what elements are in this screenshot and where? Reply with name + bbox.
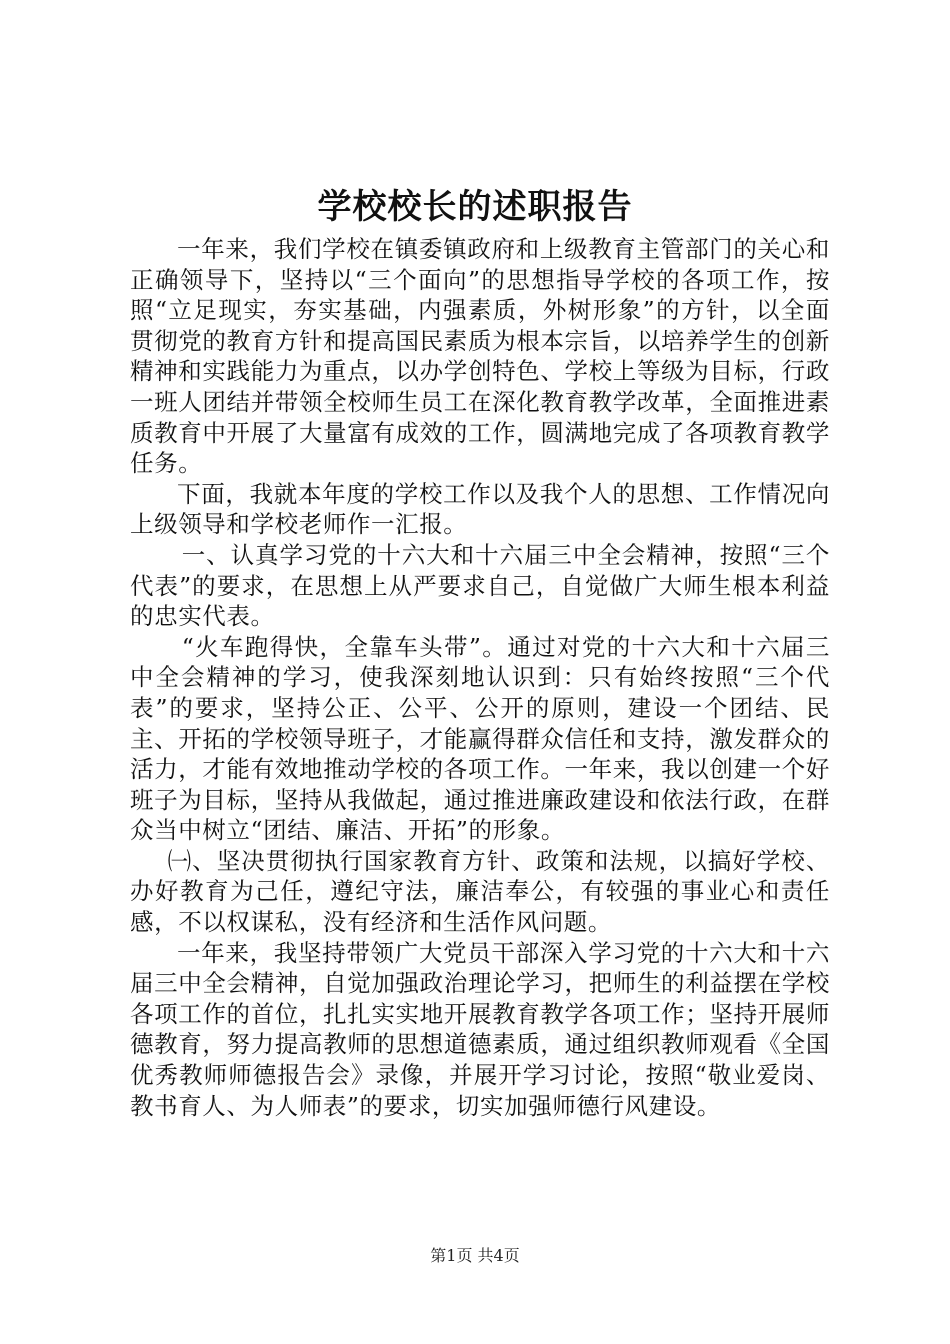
page-number-footer: 第1页 共4页: [430, 1246, 520, 1265]
paragraph-report-overview: 下面，我就本年度的学校工作以及我个人的思想、工作情况向上级领导和学校老师作一汇报。: [130, 479, 830, 539]
document-title: 学校校长的述职报告: [317, 187, 633, 227]
paragraph-subsection-one: ㈠、坚决贯彻执行国家教育方针、政策和法规，以搞好学校、办好教育为己任，遵纪守法，廉洁奉公，有较强的事业心和责任感，不以权谋私，没有经济和生活作风问题。: [130, 846, 830, 937]
paragraph-leadership-team: “火车跑得快，全靠车头带”。通过对党的十六大和十六届三中全会精神的学习，使我深刻地认识到：只有始终按照“三个代表”的要求，坚持公正、公平、公开的原则，建设一个团结、民主、开拓的学校领导班子，才能赢得群众信任和支持，激发群众的活力，才能有效地推动学校的各项工作。一年来，我以创建一个好班子为目标，坚持从我做起，通过推进廉政建设和依法行政，在群众当中树立“团结、廉洁、开拓”的形象。: [130, 632, 830, 845]
paragraph-ethics-education: 一年来，我坚持带领广大党员干部深入学习党的十六大和十六届三中全会精神，自觉加强政治理论学习，把师生的利益摆在学校各项工作的首位，扎扎实实地开展教育教学各项工作；坚持开展师德教育，努力提高教师的思想道德素质，通过组织教师观看《全国优秀教师师德报告会》录像，并展开学习讨论，按照“敬业爱岗、教书育人、为人师表”的要求，切实加强师德行风建设。: [130, 938, 830, 1120]
document-body: [130, 234, 830, 1121]
paragraph-intro: 一年来，我们学校在镇委镇政府和上级教育主管部门的关心和正确领导下，坚持以“三个面向”的思想指导学校的各项工作，按照“立足现实，夯实基础，内强素质，外树形象”的方针，以全面贯彻党的教育方针和提高国民素质为根本宗旨，以培养学生的创新精神和实践能力为重点，以办学创特色、学校上等级为目标，行政一班人团结并带领全校师生员工在深化教育教学改革，全面推进素质教育中开展了大量富有成效的工作，圆满地完成了各项教育教学任务。: [130, 235, 830, 478]
paragraph-section-one-heading: 一、认真学习党的十六大和十六届三中全会精神，按照“三个代表”的要求，在思想上从严要求自己，自觉做广大师生根本利益的忠实代表。: [130, 540, 830, 631]
